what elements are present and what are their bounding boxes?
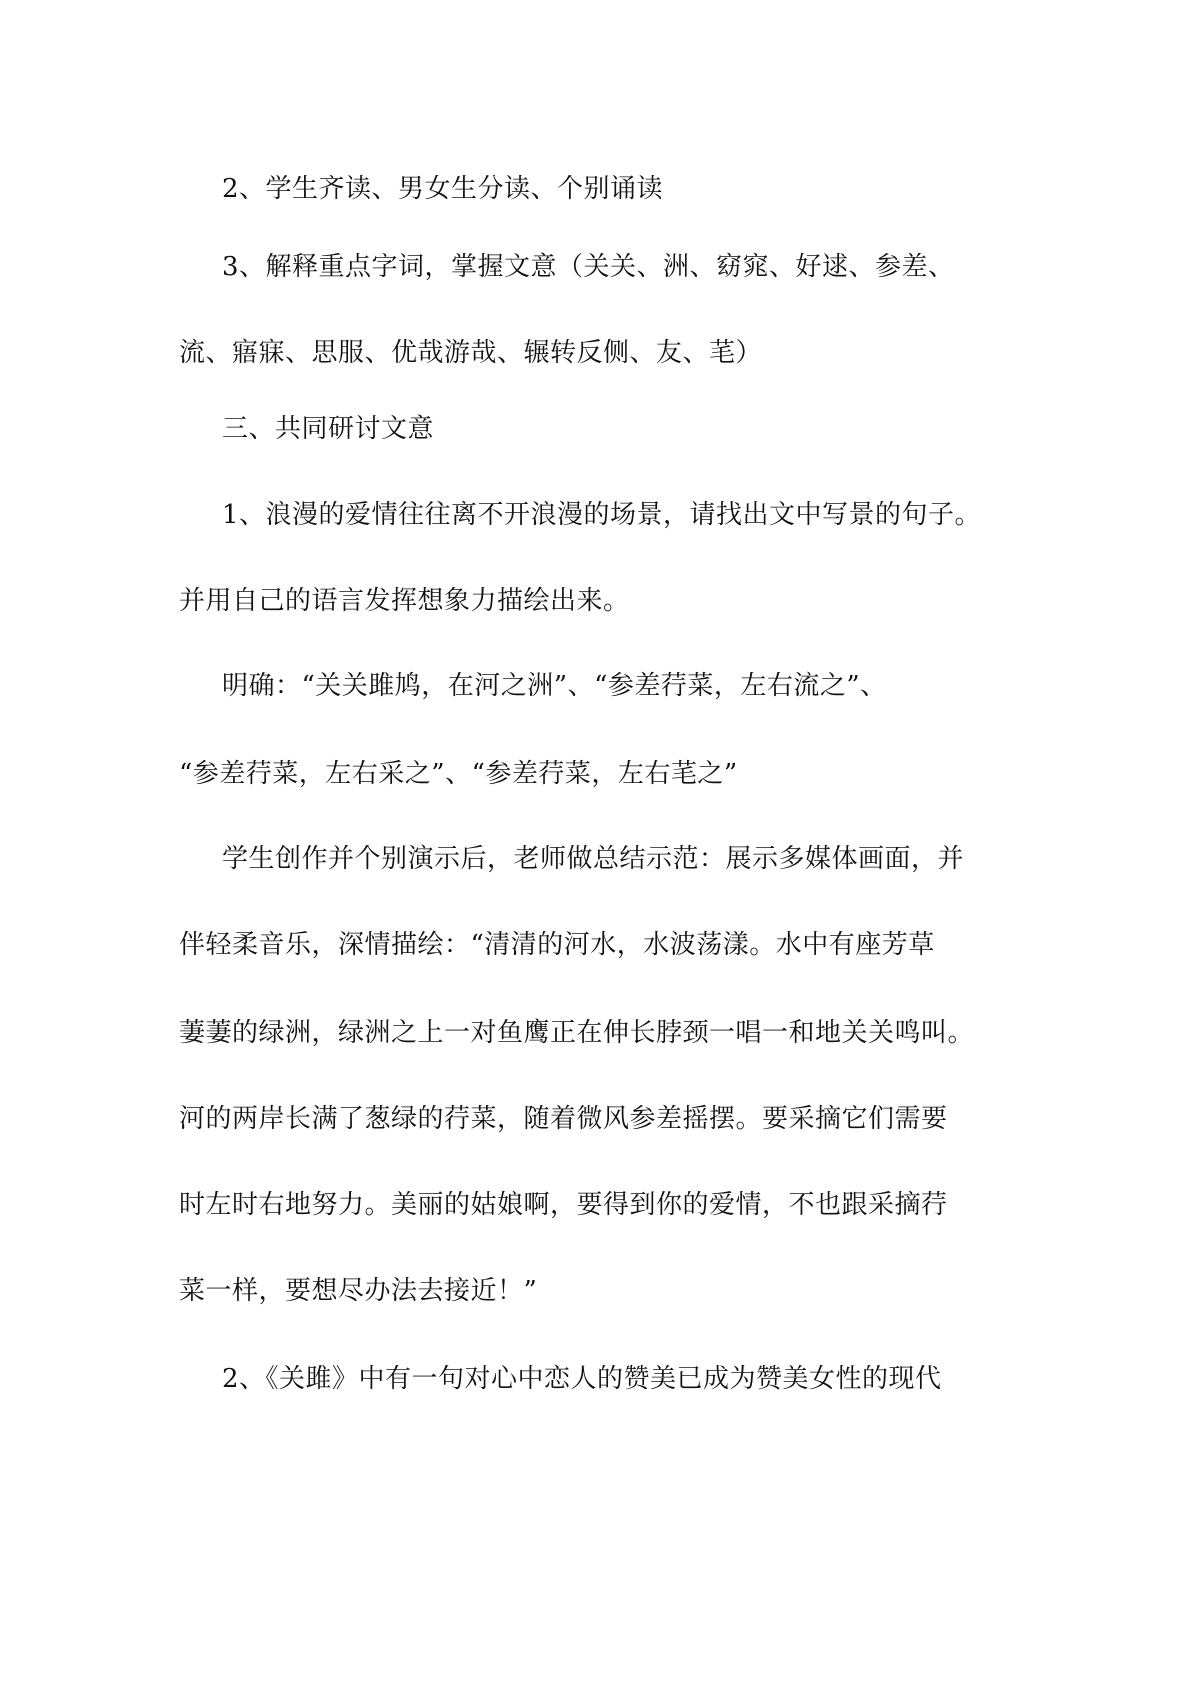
text-line: 三、共同研讨文意 [222, 414, 435, 444]
text-line: 2、《关雎》中有一句对心中恋人的赞美已成为赞美女性的现代 [222, 1364, 942, 1394]
text-line: 学生创作并个别演示后，老师做总结示范：展示多媒体画面，并 [222, 844, 965, 874]
text-line: 萋萋的绿洲，绿洲之上一对鱼鹰正在伸长脖颈一唱一和地关关鸣叫。 [179, 1018, 975, 1048]
text-line: 时左时右地努力。美丽的姑娘啊，要得到你的爱情，不也跟采摘荇 [179, 1190, 948, 1220]
text-line: 菜一样，要想尽办法去接近！” [179, 1276, 538, 1306]
text-line: 伴轻柔音乐，深情描绘：“清清的河水，水波荡漾。水中有座芳草 [179, 930, 935, 960]
text-line: 1、浪漫的爱情往往离不开浪漫的场景，请找出文中写景的句子。 [222, 500, 982, 530]
text-line: 明确：“关关雎鸠，在河之洲”、“参差荇菜，左右流之”、 [222, 671, 887, 701]
text-line: 并用自己的语言发挥想象力描绘出来。 [179, 586, 630, 616]
text-line: 河的两岸长满了葱绿的荇菜，随着微风参差摇摆。要采摘它们需要 [179, 1104, 948, 1134]
text-line: 3、解释重点字词，掌握文意（关关、洲、窈窕、好逑、参差、 [222, 252, 955, 282]
text-line: 流、寤寐、思服、优哉游哉、辗转反侧、友、芼） [179, 338, 763, 368]
text-line: 2、学生齐读、男女生分读、个别诵读 [222, 174, 664, 204]
text-line: “参差荇菜，左右采之”、“参差荇菜，左右芼之” [179, 759, 738, 789]
